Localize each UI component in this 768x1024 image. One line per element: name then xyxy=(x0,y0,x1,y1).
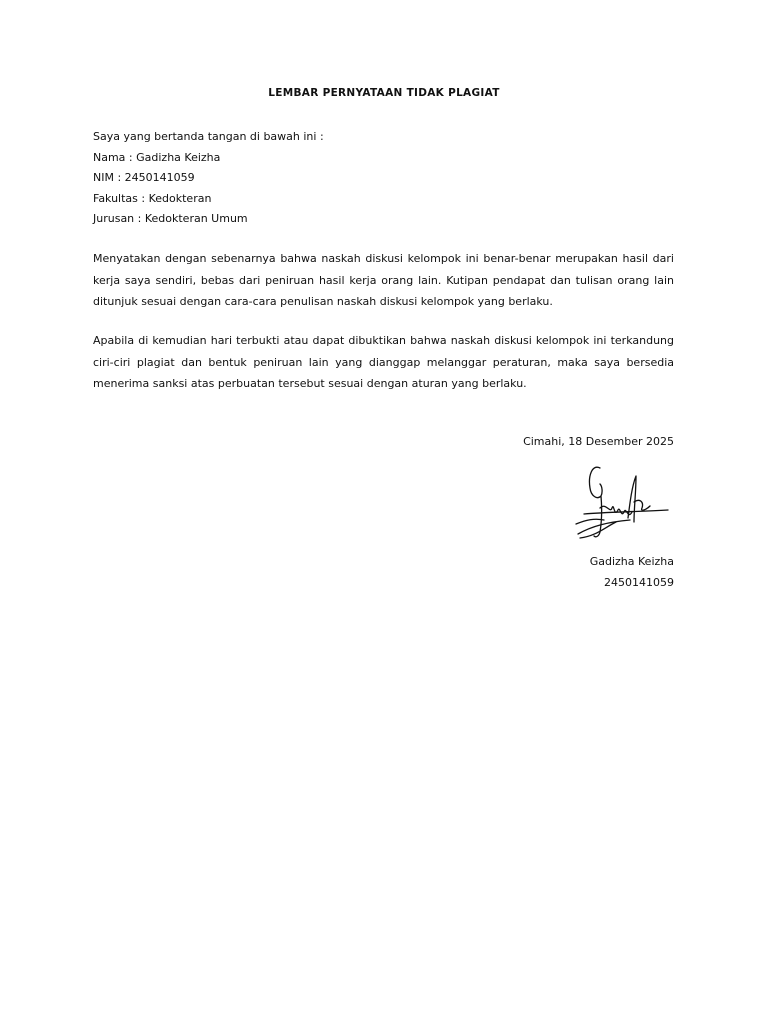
identity-block xyxy=(93,127,324,230)
signature-image xyxy=(570,462,672,546)
intro-line: Saya yang bertanda tangan di bawah ini : xyxy=(93,130,324,143)
nim-line: NIM : 2450141059 xyxy=(93,171,195,185)
document-title: LEMBAR PERNYATAAN TIDAK PLAGIAT xyxy=(268,87,500,99)
statement-paragraph-1: Menyatakan dengan sebenarnya bahwa naskah diskusi kelompok ini benar-benar merupakan hasil dari kerja saya sendiri, bebas dari peniruan hasil kerja orang lain. Kutipan pendapat dan tulisan orang lain ditunjuk sesuai dengan cara-cara penulisan naskah diskusi kelompok yang berlaku. xyxy=(93,252,674,308)
statement-paragraph-2: Apabila di kemudian hari terbukti atau dapat dibuktikan bahwa naskah diskusi kelompok ini terkandung ciri-ciri plagiat dan bentuk peniruan lain yang dianggap melanggar peraturan, maka saya bersedia menerima sanksi atas perbuatan tersebut sesuai dengan aturan yang berlaku. xyxy=(93,334,674,390)
signer-nim: 2450141059 xyxy=(604,576,674,589)
signer-name: Gadizha Keizha xyxy=(589,555,674,568)
major-line: Jurusan : Kedokteran Umum xyxy=(93,212,248,226)
place-date: Cimahi, 18 Desember 2025 xyxy=(523,435,674,448)
faculty-line: Fakultas : Kedokteran xyxy=(93,191,212,205)
name-line: Nama : Gadizha Keizha xyxy=(93,150,221,164)
